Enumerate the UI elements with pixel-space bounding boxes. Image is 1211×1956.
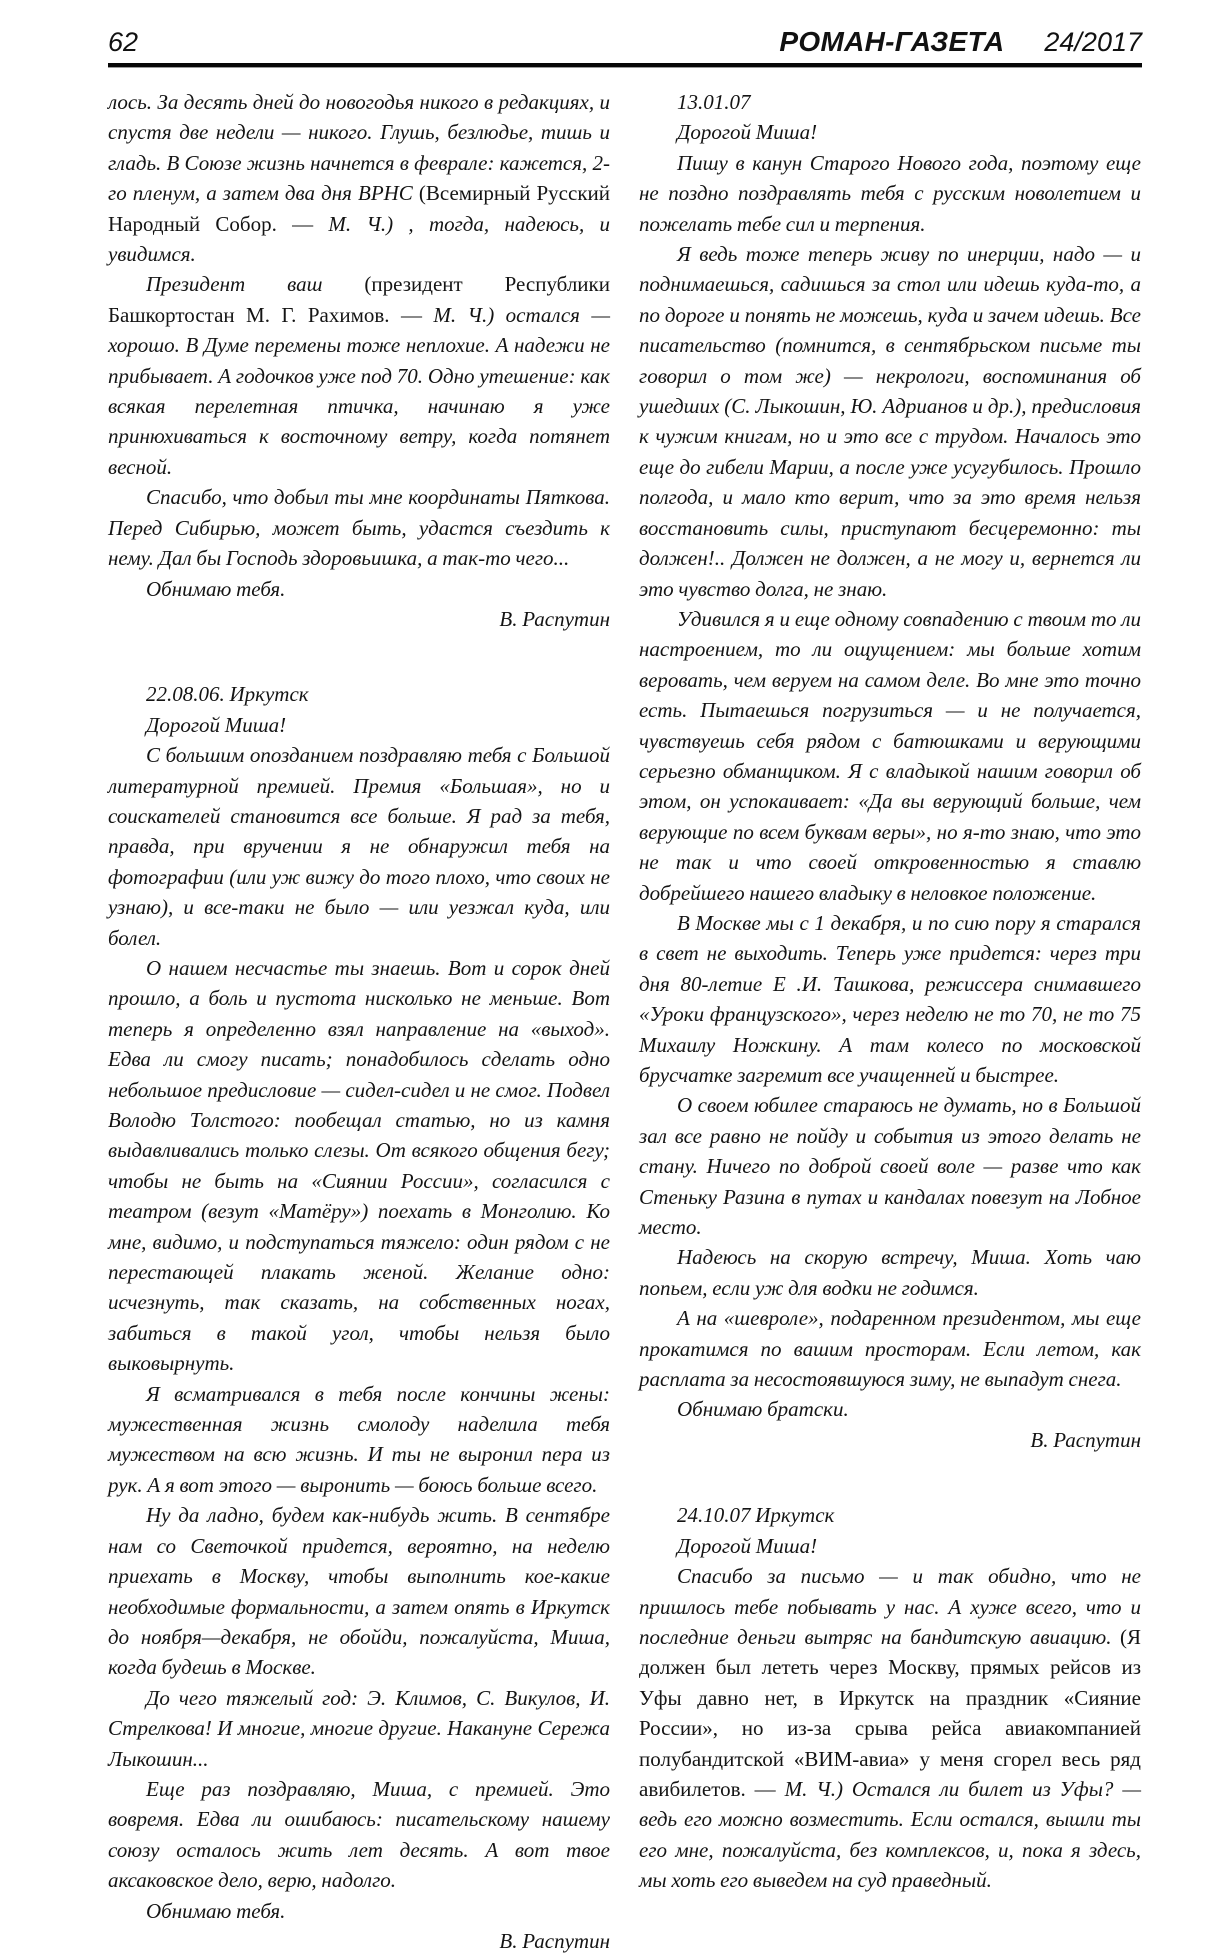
paragraph: [108, 1896, 610, 1926]
paragraph: [108, 953, 610, 1379]
text-segment: Ну да ладно, будем как-нибудь жить. В сентябре нам со Светочкой придется, вероятно, на неделю приехать в Москву, чтобы выполнить кое-какие необходимые формальности, а затем опять в Иркутск до ноября—декабря, не обойди, пожалуйста, Миша, когда будешь в Москве.: [108, 1503, 610, 1680]
paragraph: [108, 269, 610, 482]
letter-gap: [639, 1455, 1141, 1500]
issue-number: 24/2017: [1044, 27, 1142, 57]
paragraph: [108, 1774, 610, 1896]
paragraph: [639, 239, 1141, 604]
paragraph: [108, 1683, 610, 1774]
text-segment: В. Распутин: [499, 1928, 610, 1953]
left-column: [108, 87, 610, 1956]
text-segment: Обнимаю тебя.: [146, 1898, 286, 1923]
text-segment: С большим опозданием поздравляю тебя с Большой литературной премией. Премия «Большая», но и соискателей становится все больше. Я рад за тебя, правда, при вручении я не обнаружил тебя на фотографии (или уж вижу до того плохо, что своих не узнаю), и все-таки не было — или уезжал куда, или болел.: [108, 743, 610, 950]
text-segment: 22.08.06. Иркутск: [146, 682, 309, 707]
text-segment: В Москве мы с 1 декабря, и по сию пору я старался в свет не выходить. Теперь уже придется: через три дня 80-летие Е .И. Ташкова, режиссера снимавшего «Уроки французского», через неделю не то 70, не то 75 Михаилу Ножкину. А там колесо по московской брусчатке загремит все учащенней и быстрее.: [639, 910, 1141, 1087]
paragraph: [639, 604, 1141, 908]
text-segment: 13.01.07: [677, 90, 751, 114]
letter-gap: [108, 634, 610, 679]
text-segment: О нашем несчастье ты знаешь. Вот и сорок дней прошло, а боль и пустота нисколько не меньше. Вот теперь я определенно взял направление на «выход». Едва ли смогу писать; понадобилось сделать одно небольшое предисловие — сидел-сидел и не смог. Подвел Володю Толстого: пообещал статью, но из камня выдавливались только слезы. От всякого общения бегу; чтобы не быть на «Сиянии России», согласился с театром (везут «Матёру») поехать в Монголию. Ко мне, видимо, и подступаться тяжело: один рядом с не перестающей плакать женой. Желание одно: исчезнуть, так сказать, на собственных ногах, забиться в такой угол, чтобы нельзя было выковырнуть.: [108, 955, 610, 1376]
paragraph: [639, 1531, 1141, 1561]
text-segment: Еще раз поздравляю, Миша, с премией. Это вовремя. Едва ли ошибаюсь: писательскому нашему союзу осталось жить лет десять. А вот твое аксаковское дело, верю, надолго.: [108, 1776, 610, 1893]
text-segment: М. Ч.) остался — хорошо. В Думе перемены тоже неплохие. А надежи не прибывает. А годочков уже под 70. Одно утешение: как всякая перелетная птичка, начинаю я уже принюхиваться к восточному ветру, когда потянет весной.: [108, 302, 610, 479]
text-segment: Я ведь тоже теперь живу по инерции, надо — и поднимаешься, садишься за стол или идешь куда-то, а по дороге и понять не можешь, куда и зачем идешь. Все писательство (помнится, в сентябрьском письме ты говорил о том же) — некрологи, воспоминания об ушедших (С. Лыкошин, Ю. Адрианов и др.), предисловия к чужим книгам, но и это все с трудом. Началось это еще до гибели Марии, а после уже усугубилось. Прошло полгода, и мало кто верит, что за это время нельзя восстановить силы, приступают бесцеремонно: ты должен!.. Должен не должен, а не могу и, вернется ли это чувство долга, не знаю.: [639, 242, 1141, 601]
paragraph: [639, 1394, 1141, 1424]
paragraph: [639, 908, 1141, 1090]
text-segment: Спасибо за письмо — и так обидно, что не пришлось тебе побывать у нас. А хуже всего, что и последние деньги вытряс на бандитскую авиацию.: [639, 1564, 1141, 1649]
text-segment: 24.10.07 Иркутск: [677, 1503, 835, 1528]
signature: [108, 1926, 610, 1956]
text-segment: (Всемирный Русский Народный Собор. —: [108, 181, 610, 236]
page-number: 62: [108, 27, 139, 57]
page-header: [108, 26, 1142, 60]
text-segment: Пишу в канун Старого Нового года, поэтому еще не поздно поздравлять тебя с русским новолетием и пожелать тебе сил и терпения.: [639, 150, 1141, 236]
paragraph: [639, 1090, 1141, 1242]
text-segment: М. Ч.) Остался ли билет из Уфы? — ведь его можно возместить. Если остался, вышли ты его мне, пожалуйста, без комплексов, и, пока я здесь, мы хоть его выведем на суд праведный.: [639, 1776, 1142, 1893]
text-segment: Дорогой Миша!: [677, 1533, 818, 1558]
paragraph: [639, 1242, 1141, 1303]
text-segment: Обнимаю братски.: [677, 1397, 849, 1422]
content-columns: [108, 87, 1142, 1956]
paragraph: [108, 710, 610, 740]
paragraph: [108, 679, 610, 709]
magazine-title: РОМАН-ГАЗЕТА: [779, 26, 1005, 57]
text-segment: В. Распутин: [499, 606, 610, 631]
paragraph: [639, 148, 1141, 239]
paragraph: [639, 87, 1141, 117]
text-segment: М. Ч.) , тогда, надеюсь, и увидимся.: [108, 211, 611, 267]
signature: [108, 604, 610, 634]
paragraph: [108, 1379, 610, 1501]
text-segment: лось. За десять дней до новогодья никого в редакциях, и спустя две недели — никого. Глушь, безлюдье, тишь и гладь. В Союзе жизнь начнется в феврале: кажется, 2-го пленум, а затем два дня ВРНС: [108, 90, 610, 206]
paragraph: [108, 740, 610, 953]
paragraph: [108, 574, 610, 604]
text-segment: До чего тяжелый год: Э. Климов, С. Викулов, И. Стрелкова! И многие, многие другие. Накануне Сережа Лыкошин...: [108, 1685, 610, 1771]
paragraph: [108, 1500, 610, 1682]
text-segment: Удивился я и еще одному совпадению с твоим то ли настроением, то ли ощущением: мы больше хотим веровать, чем веруем на самом деле. Во мне это точно есть. Пытаешься погрузиться — и не получается, чувствуешь себя рядом с батюшками и верующими серьезно обманщиком. Я с владыкой нашим говорил об этом, он успокаивает: «Да вы верующий больше, чем верующие по всем буквам веры», но я-то знаю, что это не так и что своей откровенностью я ставлю добрейшего нашего владыку в неловкое положение.: [639, 606, 1141, 905]
paragraph: [639, 1303, 1141, 1394]
text-segment: Спасибо, что добыл ты мне координаты Пяткова. Перед Сибирью, может быть, удастся съездить к нему. Дал бы Господь здоровьишка, а так-то чего...: [108, 485, 610, 571]
text-segment: Обнимаю тебя.: [146, 576, 286, 601]
text-segment: В. Распутин: [1030, 1427, 1141, 1452]
header-rule: [108, 63, 1142, 68]
text-segment: А на «шевроле», подаренном президентом, мы еще прокатимся по вашим просторам. Если летом, как расплата за несостоявшуюся зиму, не выпадут снега.: [639, 1306, 1141, 1392]
paragraph: [639, 1500, 1141, 1530]
paragraph: [639, 117, 1141, 147]
paragraph: [108, 482, 610, 573]
text-segment: (президент Республики Башкортостан М. Г. Рахимов. —: [108, 272, 610, 327]
text-segment: Надеюсь на скорую встречу, Миша. Хоть чаю попьем, если уж для водки не годимся.: [639, 1245, 1141, 1300]
paragraph: [639, 1561, 1141, 1895]
text-segment: Президент ваш: [146, 272, 365, 297]
text-segment: (Я должен был лететь через Москву, прямых рейсов из Уфы давно нет, в Иркутск на праздник «Сияние России», но из-за срыва рейса авиакомпанией полубандитской «ВИМ-авиа» у меня сгорел весь ряд авибилетов. —: [639, 1624, 1141, 1801]
signature: [639, 1425, 1141, 1455]
text-segment: Дорогой Миша!: [677, 120, 818, 145]
text-segment: Я всматривался в тебя после кончины жены: мужественная жизнь смолоду наделила тебя мужеством на всю жизнь. И ты не выронил пера из рук. А я вот этого — выронить — боюсь больше всего.: [108, 1381, 610, 1497]
text-segment: Дорогой Миша!: [146, 712, 287, 737]
right-column: [639, 87, 1141, 1956]
text-segment: О своем юбилее стараюсь не думать, но в Большой зал все равно не пойду и события из этого делать не стану. Ничего по доброй своей воле — разве что как Стеньку Разина в путах и кандалах повезут на Лобное место.: [639, 1093, 1141, 1240]
paragraph: [108, 87, 610, 269]
